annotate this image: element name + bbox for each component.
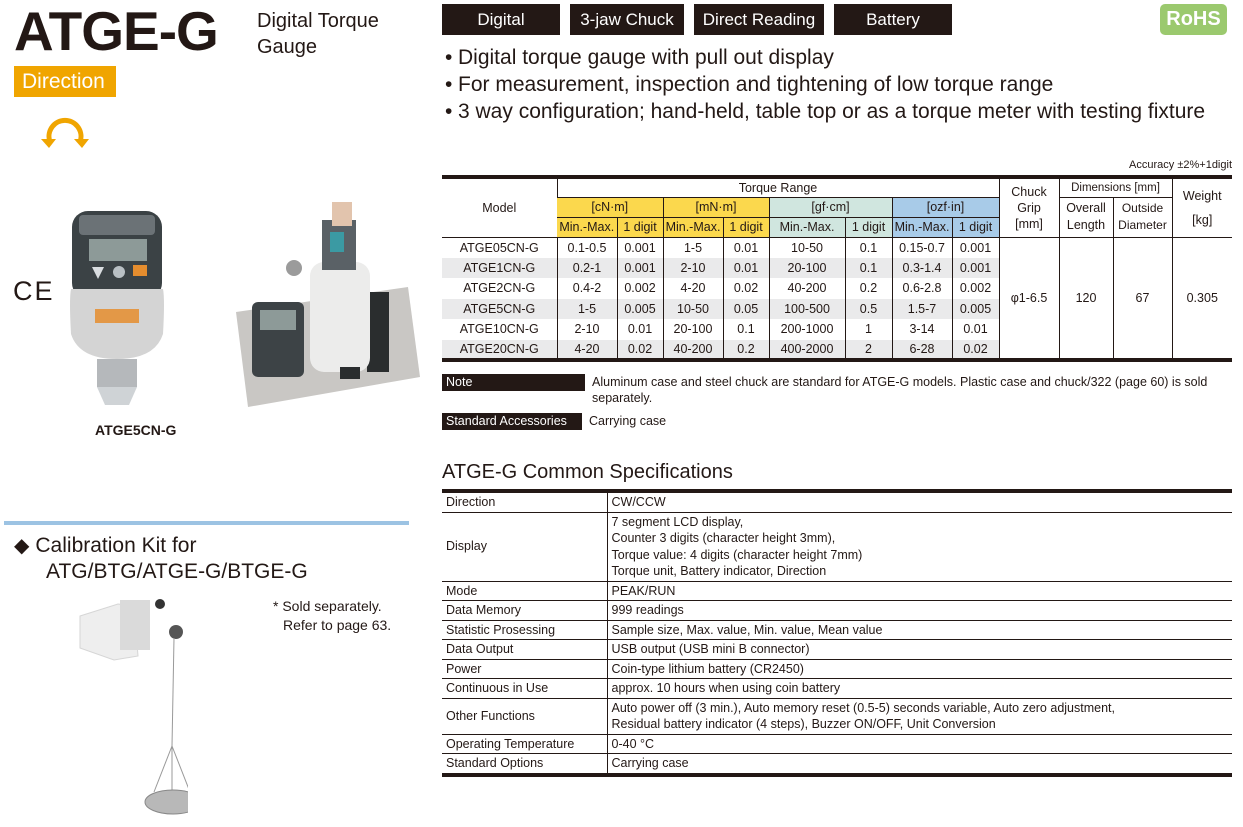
cell-oz-range: 1.5-7 [892,299,952,320]
cell-oz-range: 0.3-1.4 [892,258,952,279]
cell-cn-range: 0.2-1 [557,258,617,279]
table-row [442,237,1232,258]
cell-mn-digit: 0.01 [723,237,769,258]
standard-accessories-label: Standard Accessories [442,413,582,430]
bullet-item: • For measurement, inspection and tightening of low torque range [445,71,1225,98]
testing-fixture-photo [232,202,422,407]
spec-key: Operating Temperature [442,734,607,754]
calibration-note-line-2: Refer to page 63. [283,617,392,633]
cell-model: ATGE10CN-G [459,322,539,337]
spec-key: Other Functions [442,698,607,734]
feature-bullets [445,44,1225,125]
calibration-title-line-2: ATG/BTG/ATGE-G/BTGE-G [46,560,308,583]
spec-value: Coin-type lithium battery (CR2450) [607,659,1232,679]
calibration-kit-photo [78,596,188,821]
cell-oz-range: 6-28 [892,340,952,361]
spec-value: PEAK/RUN [607,581,1232,601]
cell-gf-digit: 2 [845,340,892,361]
header-overall-length: Overall Length [1059,197,1113,237]
spec-value: CW/CCW [607,491,1232,512]
cell-mn-range: 2-10 [663,258,723,279]
cell-oz-digit: 0.005 [952,299,999,320]
spec-key: Data Memory [442,601,607,621]
spec-row-statistic-processing [442,620,1232,640]
cell-mn-digit: 0.2 [723,340,769,361]
subtitle-line-2: Gauge [257,36,318,58]
common-specs-table [442,489,1232,777]
spec-key: Statistic Prosessing [442,620,607,640]
cell-cn-range: 2-10 [557,319,617,340]
cell-oz-digit: 0.02 [952,340,999,361]
header-min-max: Min.-Max. [769,217,845,237]
spec-row-other-functions [442,698,1232,734]
cell-mn-range: 1-5 [663,237,723,258]
spec-key: Standard Options [442,754,607,775]
cell-mn-range: 10-50 [663,299,723,320]
spec-row-direction [442,491,1232,512]
spec-key: Power [442,659,607,679]
model-spec-table [442,175,1232,362]
cell-mn-range: 4-20 [663,278,723,299]
header-unit-mnm: [mN·m] [663,197,769,217]
torque-gauge-photo [67,209,167,409]
calibration-title-line-1: Calibration Kit for [35,534,197,557]
gauge-photo-caption: ATGE5CN-G [95,422,177,438]
note-label: Note [442,374,585,391]
cell-mn-range: 40-200 [663,340,723,361]
note-text: Aluminum case and steel chuck are standard for ATGE-G models. Plastic case and chuck/322 (page 60) is sold separately. [592,375,1208,405]
subtitle-line-1: Digital Torque [257,10,379,32]
cell-chuck-grip: φ1-6.5 [999,237,1059,360]
header-dimensions: Dimensions [mm] [1059,177,1172,197]
bullet-item: • 3 way configuration; hand-held, table top or as a torque meter with testing fixture [445,98,1225,125]
spec-value: Auto power off (3 min.), Auto memory reset (0.5-5) seconds variable, Auto zero adjustment, Residual battery indicator (4 steps), Buzzer ON/OFF, Unit Conversion [607,698,1232,734]
standard-accessories-text: Carrying case [589,414,667,428]
cell-model: ATGE1CN-G [442,258,557,279]
spec-row-data-memory [442,601,1232,621]
accuracy-note: Accuracy ±2%+1digit [1129,159,1232,171]
cell-gf-range: 40-200 [769,278,845,299]
header-weight: Weight [kg] [1172,177,1232,237]
spec-row-power [442,659,1232,679]
header-unit-cnm: [cN·m] [557,197,663,217]
cell-overall-length: 120 [1059,237,1113,360]
cell-cn-digit: 0.001 [617,258,663,279]
cell-gf-range: 100-500 [769,299,845,320]
feature-tags [442,4,952,35]
bidirectional-rotation-arrow-icon [38,106,92,150]
header-unit-ozfin: [ozf·in] [892,197,999,217]
calibration-note-line-1: * Sold separately. [273,598,382,614]
ce-mark-icon: CE [13,276,55,306]
header-torque-range: Torque Range [557,177,999,197]
note-row [442,374,1230,406]
spec-row-data-output [442,640,1232,660]
section-divider [4,521,409,525]
cell-cn-range: 0.4-2 [557,278,617,299]
tag-digital: Digital [442,4,560,35]
header-chuck-grip: Chuck Grip [mm] [999,177,1059,237]
cell-oz-digit: 0.002 [952,278,999,299]
bullet-item: • Digital torque gauge with pull out display [445,44,1225,71]
cell-cn-range: 4-20 [557,340,617,361]
spec-row-display [442,512,1232,581]
cell-cn-digit: 0.002 [617,278,663,299]
tag-direct-reading: Direct Reading [694,4,824,35]
header-1-digit: 1 digit [723,217,769,237]
cell-gf-range: 20-100 [769,258,845,279]
cell-mn-digit: 0.01 [723,258,769,279]
spec-row-operating-temperature [442,734,1232,754]
calibration-kit-title [14,533,308,585]
cell-gf-digit: 0.5 [845,299,892,320]
cell-gf-digit: 0.2 [845,278,892,299]
tag-battery: Battery [834,4,952,35]
header-min-max: Min.-Max. [892,217,952,237]
rohs-badge: RoHS [1160,4,1227,35]
cell-weight: 0.305 [1172,237,1232,360]
common-specs-title: ATGE-G Common Specifications [442,461,733,483]
spec-value: approx. 10 hours when using coin battery [607,679,1232,699]
product-subtitle [257,8,379,60]
cell-cn-digit: 0.01 [617,319,663,340]
spec-key: Data Output [442,640,607,660]
spec-value: Carrying case [611,756,689,770]
cell-oz-digit: 0.001 [952,258,999,279]
spec-key: Continuous in Use [442,679,607,699]
product-title: ATGE-G [14,0,218,62]
header-min-max: Min.-Max. [557,217,617,237]
header-model: Model [442,177,557,237]
cell-gf-digit: 0.1 [845,237,892,258]
spec-value: 999 readings [607,601,1232,621]
cell-gf-range: 10-50 [769,237,845,258]
spec-row-continuous-use [442,679,1232,699]
cell-cn-range: 1-5 [557,299,617,320]
spec-key: Mode [442,581,607,601]
header-1-digit: 1 digit [952,217,999,237]
header-unit-gfcm: [gf·cm] [769,197,892,217]
cell-outside-diameter: 67 [1113,237,1172,360]
spec-value: 7 segment LCD display, Counter 3 digits (character height 3mm), Torque value: 4 digits (character height 7mm) Torque unit, Battery indicator, Direction [607,512,1232,581]
cell-mn-range: 20-100 [663,319,723,340]
cell-model: ATGE05CN-G [459,240,539,255]
spec-value: USB output (USB mini B connector) [607,640,1232,660]
spec-row-mode [442,581,1232,601]
header-1-digit: 1 digit [845,217,892,237]
cell-gf-digit: 0.1 [845,258,892,279]
cell-gf-range: 400-2000 [769,340,845,361]
cell-mn-digit: 0.02 [723,278,769,299]
spec-key: Display [442,512,607,581]
cell-mn-digit: 0.1 [723,319,769,340]
cell-model: ATGE2CN-G [463,281,536,296]
cell-oz-range: 0.6-2.8 [892,278,952,299]
cell-oz-digit: 0.001 [952,237,999,258]
cell-cn-range: 0.1-0.5 [557,237,617,258]
spec-value: 0-40 °C [607,734,1232,754]
cell-model: ATGE20CN-G [442,340,557,361]
cell-cn-digit: 0.005 [617,299,663,320]
direction-badge: Direction [14,66,116,97]
cell-cn-digit: 0.02 [617,340,663,361]
standard-accessories-row [442,413,1227,430]
cell-oz-digit: 0.01 [952,319,999,340]
spec-value: Sample size, Max. value, Min. value, Mean value [607,620,1232,640]
header-min-max: Min.-Max. [663,217,723,237]
cell-gf-range: 200-1000 [769,319,845,340]
cell-mn-digit: 0.05 [723,299,769,320]
cell-gf-digit: 1 [845,319,892,340]
cell-model: ATGE5CN-G [442,299,557,320]
header-1-digit: 1 digit [617,217,663,237]
calibration-note [273,597,391,635]
spec-row-standard-options [442,754,1232,775]
cell-oz-range: 0.15-0.7 [892,237,952,258]
spec-key: Direction [442,491,607,512]
cell-cn-digit: 0.001 [617,237,663,258]
header-outside-diameter: Outside Diameter [1113,197,1172,237]
tag-3-jaw-chuck: 3-jaw Chuck [570,4,684,35]
diamond-bullet-icon: ◆ [14,535,30,557]
cell-oz-range: 3-14 [892,319,952,340]
